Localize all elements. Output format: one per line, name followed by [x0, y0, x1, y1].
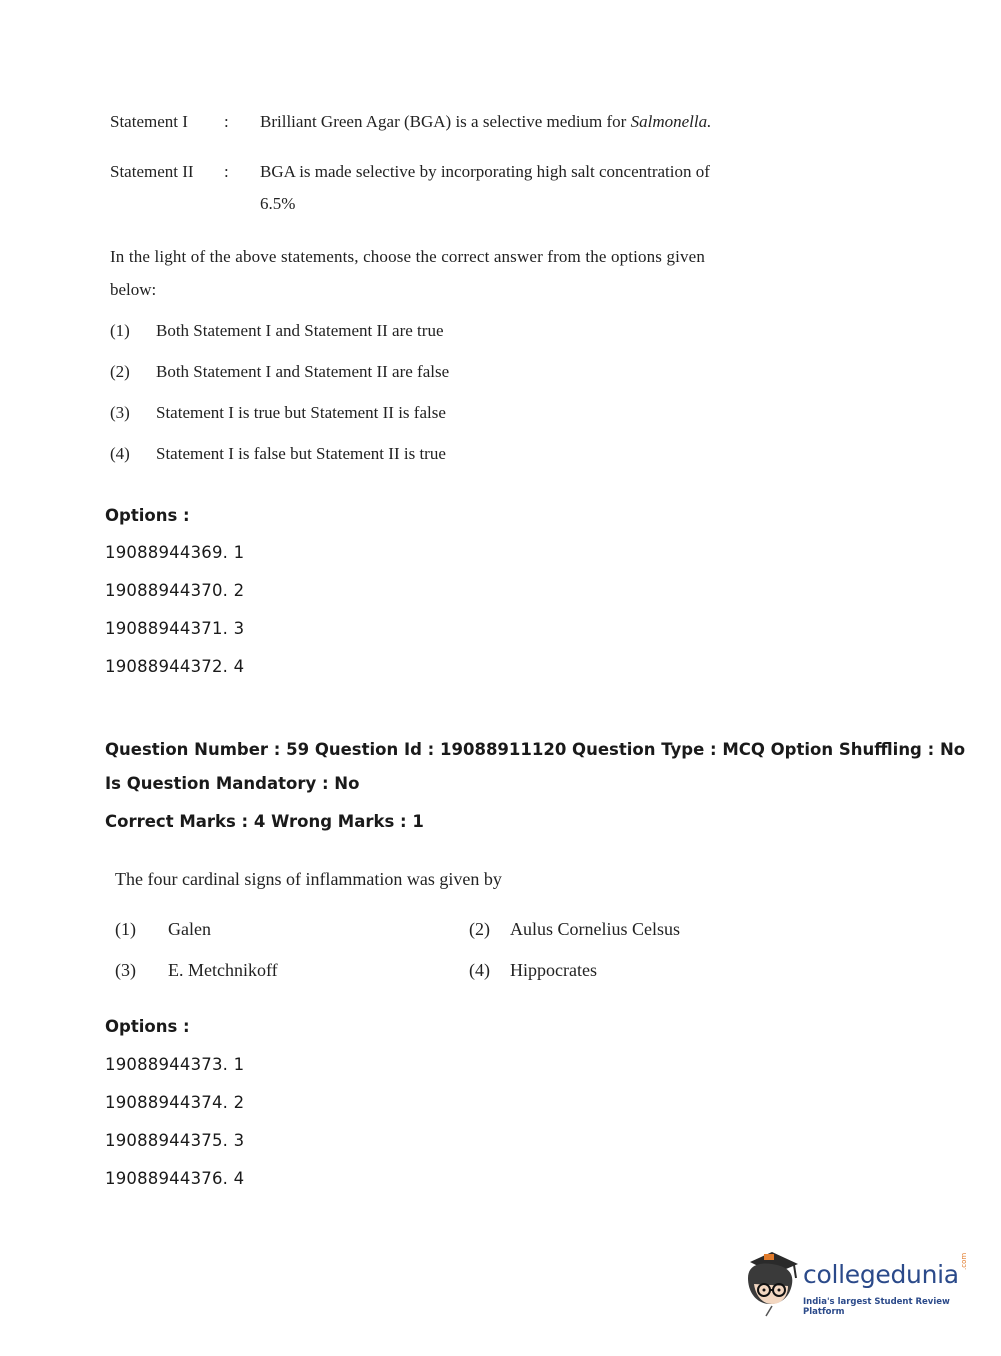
instruction-line1: In the light of the above statements, choose the correct answer from the options given [110, 247, 705, 266]
choice-2-number: (2) [110, 362, 130, 381]
choice-2-text: Aulus Cornelius Celsus [510, 919, 681, 939]
choice-3-text: Statement I is true but Statement II is false [156, 403, 446, 422]
choice-2-number: (2) [469, 919, 490, 939]
option-id-4: 19088944376. 4 [105, 1169, 245, 1188]
choice-1-number: (1) [110, 321, 130, 340]
choice-4-number: (4) [110, 444, 130, 463]
option-id-1: 19088944369. 1 [105, 543, 245, 562]
choice-1-number: (1) [115, 919, 136, 939]
statement-2-text-line1: BGA is made selective by incorporating high salt concentration of [260, 162, 710, 181]
option-id-3: 19088944375. 3 [105, 1131, 245, 1150]
question-header: Question Number : 59 Question Id : 19088911120 Question Type : MCQ Option Shuffling : No [105, 740, 966, 759]
option-id-1: 19088944373. 1 [105, 1055, 245, 1074]
choice-4-number: (4) [469, 960, 490, 980]
collegedunia-logo [742, 1248, 972, 1318]
mascot-icon [742, 1248, 802, 1318]
statement-1-text [260, 112, 711, 132]
options-label: Options : [105, 1017, 190, 1036]
choice-4-text: Hippocrates [510, 960, 597, 980]
choice-3-text: E. Metchnikoff [168, 960, 278, 980]
statement-1-text-plain: Brilliant Green Agar (BGA) is a selective medium for [260, 112, 631, 131]
statement-2-label: Statement II [110, 162, 194, 181]
statement-2-text-line2: 6.5% [260, 194, 296, 213]
instruction-line2: below: [110, 280, 157, 299]
statement-1-text-italic: Salmonella. [630, 112, 712, 131]
choice-3-number: (3) [110, 403, 130, 422]
option-id-2: 19088944374. 2 [105, 1093, 245, 1112]
choice-3-number: (3) [115, 960, 136, 980]
question-marks: Correct Marks : 4 Wrong Marks : 1 [105, 812, 424, 831]
statement-1-label: Statement I [110, 112, 188, 131]
question-mandatory: Is Question Mandatory : No [105, 774, 360, 793]
option-id-2: 19088944370. 2 [105, 581, 245, 600]
choice-1-text: Galen [168, 919, 211, 939]
logo-domain: .com [960, 1252, 968, 1270]
logo-tagline: India's largest Student Review Platform [803, 1297, 950, 1317]
choice-1-text: Both Statement I and Statement II are true [156, 321, 444, 340]
option-id-4: 19088944372. 4 [105, 657, 245, 676]
choice-2-text: Both Statement I and Statement II are false [156, 362, 450, 381]
options-label: Options : [105, 506, 190, 525]
choice-4-text: Statement I is false but Statement II is true [156, 444, 446, 463]
option-id-3: 19088944371. 3 [105, 619, 245, 638]
statement-2-separator: : [224, 162, 229, 181]
statement-1-separator: : [224, 112, 229, 131]
question-text: The four cardinal signs of inflammation was given by [115, 869, 502, 889]
logo-wordmark: collegedunia [803, 1260, 959, 1289]
